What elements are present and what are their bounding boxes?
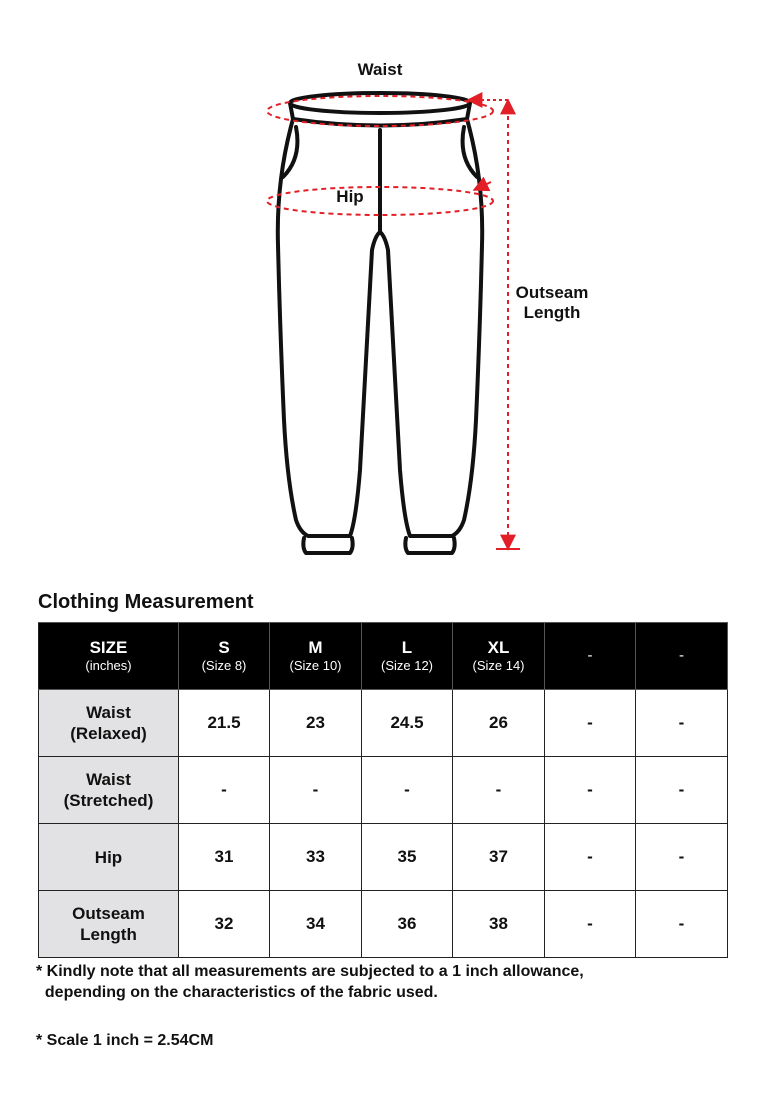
size-column-header <box>453 623 545 690</box>
table-cell: - <box>636 891 728 958</box>
table-cell: 26 <box>453 690 545 757</box>
size-column-header <box>636 623 728 690</box>
table-cell: 34 <box>270 891 362 958</box>
hip-pointer-line <box>474 182 491 190</box>
row-header-line1: Outseam <box>72 904 145 923</box>
hip-label: Hip <box>336 187 364 206</box>
right-cuff <box>405 538 454 553</box>
size-column-main: S <box>218 638 230 657</box>
right-leg-outline <box>380 119 482 536</box>
unit-header-label: (inches) <box>85 658 132 673</box>
row-header-line1: Waist <box>86 770 131 789</box>
table-cell: 21.5 <box>179 690 270 757</box>
table-cell: - <box>453 757 545 824</box>
section-title: Clothing Measurement <box>38 591 254 613</box>
left-cuff <box>303 538 352 553</box>
table-cell: 35 <box>362 824 453 891</box>
row-header-hip <box>39 824 179 891</box>
left-leg-outline <box>278 119 380 536</box>
row-header-waist-relaxed <box>39 690 179 757</box>
table-cell: - <box>270 757 362 824</box>
outseam-length-label <box>500 283 604 323</box>
table-row <box>39 824 728 891</box>
size-column-main: - <box>679 647 684 664</box>
row-header-outseam-length <box>39 891 179 958</box>
size-column-main: M <box>308 638 323 657</box>
outseam-label-line2: Length <box>523 303 581 322</box>
table-cell: - <box>636 690 728 757</box>
size-header-label: SIZE <box>89 638 128 657</box>
table-row <box>39 757 728 824</box>
table-header-row <box>39 623 728 690</box>
table-cell: 38 <box>453 891 545 958</box>
table-cell: 23 <box>270 690 362 757</box>
size-column-sub: (Size 8) <box>201 658 247 673</box>
table-cell: - <box>636 824 728 891</box>
size-column-sub: (Size 10) <box>289 658 342 673</box>
outseam-label-line1: Outseam <box>515 283 589 302</box>
allowance-note <box>36 961 736 1003</box>
size-column-header <box>179 623 270 690</box>
table-cell: 33 <box>270 824 362 891</box>
size-column-main: XL <box>487 638 510 657</box>
table-cell: - <box>545 690 636 757</box>
table-cell: - <box>545 757 636 824</box>
size-column-sub: (Size 14) <box>472 658 525 673</box>
size-column-header <box>362 623 453 690</box>
row-header-line1: Waist <box>86 703 131 722</box>
size-column-main: - <box>587 647 593 664</box>
table-cell: 37 <box>453 824 545 891</box>
size-column-header <box>545 623 636 690</box>
row-header-line2: Length <box>80 925 137 944</box>
table-cell: - <box>545 891 636 958</box>
row-header-line2: (Relaxed) <box>70 724 147 743</box>
waistband-shape <box>290 93 470 113</box>
size-column-header <box>270 623 362 690</box>
size-chart-table <box>38 622 728 958</box>
waist-label: Waist <box>357 60 403 79</box>
row-header-waist-stretched <box>39 757 179 824</box>
size-header-cell <box>39 623 179 690</box>
allowance-note-line2: depending on the characteristics of the fabric used. <box>44 984 438 1001</box>
size-column-sub: (Size 12) <box>380 658 434 673</box>
table-cell: 32 <box>179 891 270 958</box>
table-cell: 24.5 <box>362 690 453 757</box>
table-cell: 36 <box>362 891 453 958</box>
table-cell: 31 <box>179 824 270 891</box>
row-header-line1: Hip <box>94 847 123 867</box>
table-cell: - <box>636 757 728 824</box>
table-cell: - <box>362 757 453 824</box>
table-row <box>39 690 728 757</box>
size-column-main: L <box>401 638 413 657</box>
allowance-note-line1: * Kindly note that all measurements are subjected to a 1 inch allowance, <box>36 963 584 980</box>
table-cell: - <box>545 824 636 891</box>
table-row <box>39 891 728 958</box>
row-header-line2: (Stretched) <box>63 791 154 810</box>
scale-note: * Scale 1 inch = 2.54CM <box>36 1032 214 1049</box>
table-cell: - <box>179 757 270 824</box>
